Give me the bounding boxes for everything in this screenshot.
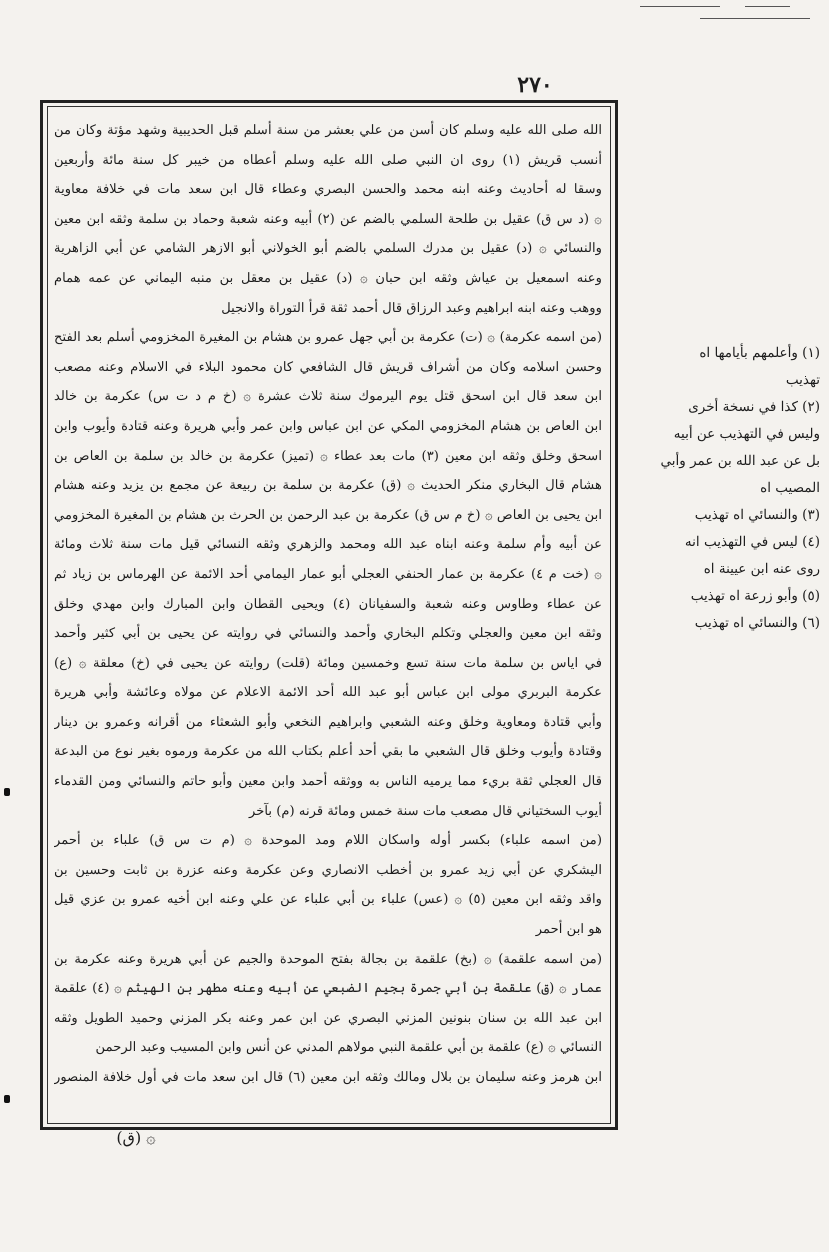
- text-line: اسحق وخلق وثقه ابن معين (٣) مات بعد عطاء ۞ (تميز) عكرمة بن خالد بن سلمة بن العاص بن: [54, 448, 602, 464]
- text-line: وسقا له أحاديث وعنه ابنه محمد والحسن البصري وعطاء قال ابن سعد مات في خلافة معاوية: [54, 182, 602, 198]
- top-rule: [700, 18, 810, 19]
- text-line: في اياس بن سلمة مات سنة تسع وخمسين ومائة (قلت) روايته عن يحيى في (خ) معلقة ۞ (ع): [54, 655, 602, 671]
- text-line: (من اسمه علقمة) ۞ (بخ) علقمة بن بجالة بفتح الموحدة والجيم عن أبي هريرة وعنه عكرمة بن: [54, 951, 602, 967]
- margin-note: (٤) ليس في التهذيب انه: [684, 534, 820, 550]
- text-line: أنسب قريش (١) روى ان النبي صلى الله عليه وسلم أعطاه من خيبر كل سنة مائة وأربعين: [54, 152, 602, 168]
- text-line: ابن يحيى بن العاص ۞ (خ م س ق) عكرمة بن عبد الرحمن بن الحرث بن هشام بن المغيرة المخزومي: [54, 507, 602, 523]
- text-line: (من اسمه علباء) بكسر أوله واسكان اللام ومد الموحدة ۞ (م ت س ق) علباء بن أحمر: [54, 833, 602, 849]
- text-line: اليشكري عن أبي زيد عمرو بن أخطب الانصاري وعن عكرمة وعنه عزرة بن ثابت وحسين بن: [54, 862, 602, 878]
- text-line: وقتادة وأيوب وخلق قال الشعبي ما بقي أحد أعلم بكتاب الله من عكرمة ورموه بغير نوع من البدعة: [54, 744, 602, 760]
- margin-note: (٢) كذا في نسخة أخرى: [688, 399, 820, 415]
- margin-note: روى عنه ابن عيينة اه: [703, 561, 820, 577]
- text-line: ابن العاص بن هشام المخزومي المكي عن ابن عباس وابن عمر وأبي هريرة وعنه قتادة وأيوب وابن: [54, 418, 602, 434]
- margin-note: (١) وأعلمهم بأيامها اه: [699, 345, 820, 361]
- margin-notes: [618, 340, 826, 637]
- text-line: وثقه ابن معين والعجلي وتكلم البخاري وأحمد والنسائي في روايته عن يحيى بن أبي كثير وأحمد: [54, 626, 602, 642]
- top-rule: [640, 6, 720, 7]
- text-line: وعنه اسمعيل بن عياش وثقه ابن حبان ۞ (د) عقيل بن معقل بن منبه اليماني عن عمه همام: [54, 270, 602, 286]
- text-line: ابن عبد الله بن سنان بنونين المزني البصري عن ابن عمر وعنه بكر المزني وحميد الطويل وثقه: [54, 1010, 602, 1026]
- text-line: الله صلى الله عليه وسلم كان أسن من علي بعشر من سنة أسلم قبل الحديبية وشهد مؤتة وكان من: [54, 123, 602, 138]
- text-line: عكرمة البربري مولى ابن عباس أبو عبد الله أحد الائمة الاعلام عن مولاه وعائشة وأبي هريرة: [54, 685, 602, 701]
- text-line: ۞ (خت م ٤) عكرمة بن عمار الحنفي العجلي أبو عمار اليمامي أحد الائمة عن الهرماس بن زياد ثم: [54, 566, 602, 582]
- margin-note: (٦) والنسائي اه تهذيب: [694, 615, 820, 631]
- text-line: وأبي قتادة ومعاوية وخلق وعنه الشعبي وابراهيم النخعي وأبو الشعثاء من أقرانه وعمرو بن دينار: [54, 714, 602, 730]
- margin-note: المصيب اه: [760, 480, 820, 496]
- margin-note: (٥) وأبو زرعة اه تهذيب: [690, 588, 820, 604]
- margin-note: (٣) والنسائي اه تهذيب: [694, 507, 820, 523]
- text-line: هو ابن أحمر: [535, 922, 602, 938]
- text-line: ابن هرمز وعنه سليمان بن بلال ومالك وثقه ابن معين (٦) قال ابن سعد مات في أول خلافة المنصور: [54, 1070, 602, 1085]
- text-line: وحسن اسلامه وكان من أشراف قريش قال الشافعي كان محمود البلاء في الاسلام وعنه مصعب: [54, 359, 602, 375]
- main-text-block: [54, 116, 602, 1118]
- text-line: عن عطاء وطاوس وعنه شعبة والسفيانان (٤) ويحيى القطان وابن المبارك وابن مهدي وخلق: [54, 596, 602, 612]
- text-line: (من اسمه عكرمة) ۞ (ت) عكرمة بن أبي جهل عمرو بن هشام بن المغيرة المخزومي أسلم بعد الفتح: [54, 330, 602, 346]
- scan-edge-mark: [4, 1095, 10, 1103]
- text-line: ابن سعد قال ابن اسحق قتل يوم اليرموك سنة ثلاث عشرة ۞ (خ م د ت س) عكرمة بن خالد: [54, 389, 602, 405]
- text-line: ووهب وعنه ابنه ابراهيم وعبد الرزاق قال أحمد ثقة قرأ التوراة والانجيل: [221, 300, 602, 316]
- text-line: والنسائي ۞ (د) عقيل بن مدرك السلمي بالضم أبو الخولاني أبو الازهر الشامي عن أبي الزاهرية: [54, 241, 602, 257]
- page-number: ٢٧٠: [517, 72, 553, 98]
- text-line: ۞ (د س ق) عقيل بن طلحة السلمي بالضم عن (٢) أبيه وعنه شعبة وحماد بن سلمة وثقه ابن معين: [54, 211, 602, 227]
- text-line: عن أبيه وأم سلمة وعنه ابناه عبد الله ومحمد والزهري وثقه النسائي قيل مات سنة ثلاث ومائة: [54, 537, 602, 553]
- margin-note: بل عن عبد الله بن عمر وأبي: [660, 453, 820, 469]
- text-line: عمار ۞ (ق) علقمة بن أبي جمرة بجيم الضبعي عن أبيه وعنه مطهر بن الهيثم ۞ (٤) علقمة: [54, 981, 602, 997]
- margin-note: تهذيب: [785, 372, 820, 388]
- text-line: أيوب السختياني قال مصعب مات سنة خمس ومائة قرنه (م) بآخر: [248, 803, 602, 819]
- text-line: النسائي ۞ (ع) علقمة بن أبي علقمة النبي مولاهم المدني عن أنس وابن المسيب وعبد الرحمن: [95, 1040, 602, 1056]
- text-line: واقد وثقه ابن معين (٥) ۞ (عس) علباء بن أبي علباء عن علي وعنه ابن أخيه عمرو بن عزي قيل: [54, 892, 602, 908]
- footer-sigla: ۞ (ق): [116, 1128, 156, 1147]
- margin-note: وليس في التهذيب عن أبيه: [673, 426, 820, 442]
- top-rule: [745, 6, 790, 7]
- text-line: قال العجلي ثقة بريء مما يرميه الناس به ووثقه أحمد وابن معين وأبو حاتم والنسائي ومن القدماء: [54, 774, 602, 790]
- scan-edge-mark: [4, 788, 10, 796]
- text-line: هشام قال البخاري منكر الحديث ۞ (ق) عكرمة بن سلمة بن ربيعة عن مجمع بن يزيد وعنه هشام: [54, 478, 602, 494]
